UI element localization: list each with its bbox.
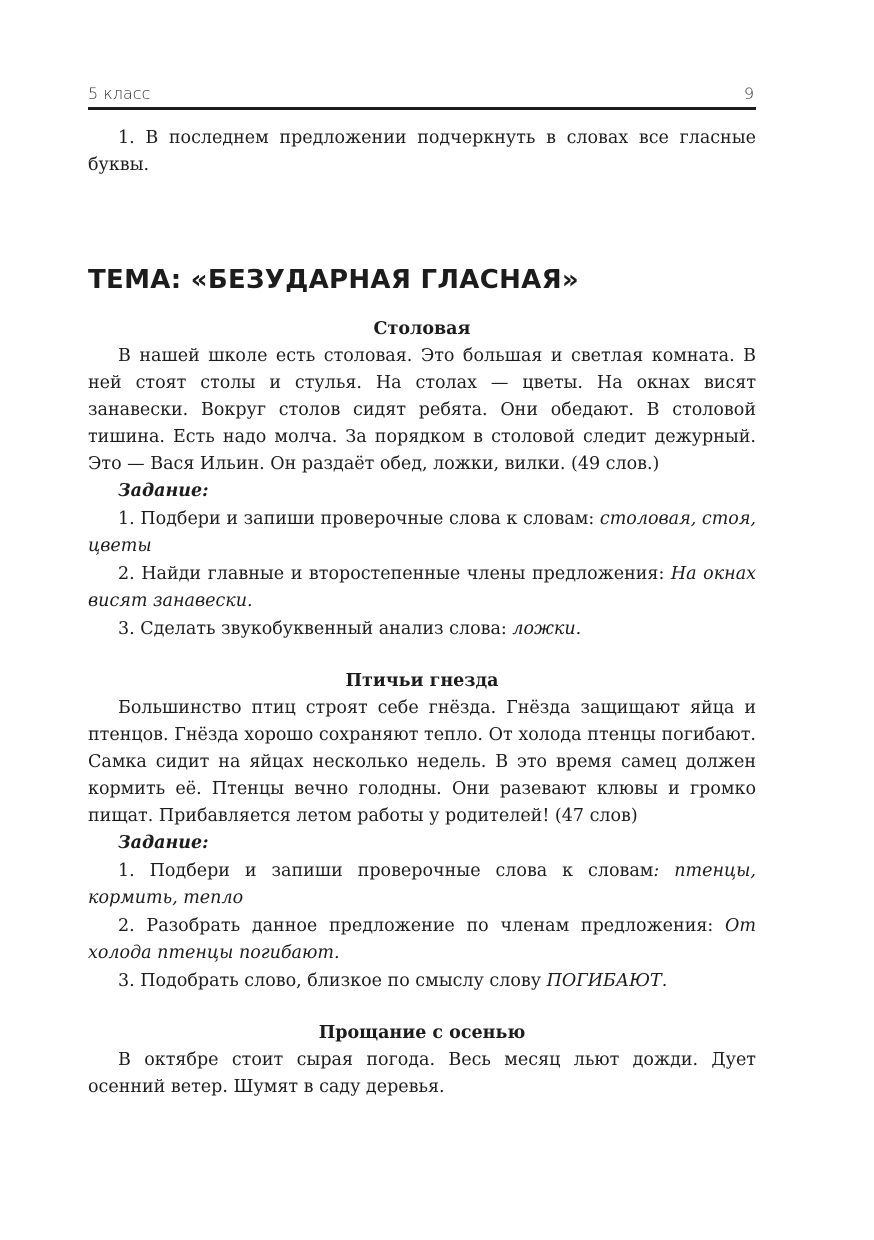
story-text: В октябре стоит сырая погода. Весь месяц льют дожди. Дует осенний ветер. Шумят в саду деревья.	[88, 1050, 756, 1097]
topic-heading: ТЕМА: «БЕЗУДАРНАЯ ГЛАСНАЯ»	[88, 265, 579, 295]
story-title: Прощание с осенью	[318, 1023, 526, 1043]
task-item: 1. Подбери и запиши проверочные слова к словам: столовая, стоя, цветы	[88, 509, 756, 556]
task-item: 3. Сделать звукобуквенный анализ слова: ложки.	[118, 619, 582, 639]
task-label: Задание:	[118, 481, 209, 501]
book-page	[88, 84, 756, 1101]
story-title: Птичьи гнезда	[345, 671, 499, 691]
task-label: Задание:	[118, 833, 209, 853]
story-text: Большинство птиц строят себе гнёзда. Гнёзда защищают яйца и птенцов. Гнёзда хорошо сохраняют тепло. От холода птенцы погибают. Самка сидит на яйцах несколько недель. В это время самец должен кормить её. Птенцы вечно голодны. Они разевают клювы и громко пищат. Прибавляется летом работы у родителей! (47 слов)	[88, 698, 756, 826]
intro-task: 1. В последнем предложении подчеркнуть в словах все гласные буквы.	[88, 128, 756, 175]
grade-label: 5 класс	[88, 84, 151, 103]
story-stolovaya	[88, 316, 756, 643]
story-text: В нашей школе есть столовая. Это большая и светлая комната. В ней стоят столы и стулья. На столах — цветы. На окнах висят занавески. Вокруг столов сидят ребята. Они обедают. В столовой тишина. Есть надо молча. За порядком в столовой следит дежурный. Это — Вася Ильин. Он раздаёт обед, ложки, вилки. (49 слов.)	[88, 346, 756, 474]
task-item: 2. Найди главные и второстепенные члены предложения: На окнах висят занавески.	[88, 564, 756, 611]
story-proshchanie-s-osenyu	[88, 1020, 756, 1101]
task-item: 3. Подобрать слово, близкое по смыслу слову ПОГИБАЮТ.	[118, 971, 668, 991]
task-item: 1. Подбери и запиши проверочные слова к словам: птенцы, кормить, тепло	[88, 861, 756, 908]
running-header	[88, 84, 756, 110]
story-ptichi-gnezda	[88, 668, 756, 995]
page-number: 9	[743, 84, 754, 103]
story-title: Столовая	[373, 319, 471, 339]
task-item: 2. Разобрать данное предложение по членам предложения: От холода птенцы погибают.	[88, 916, 756, 963]
